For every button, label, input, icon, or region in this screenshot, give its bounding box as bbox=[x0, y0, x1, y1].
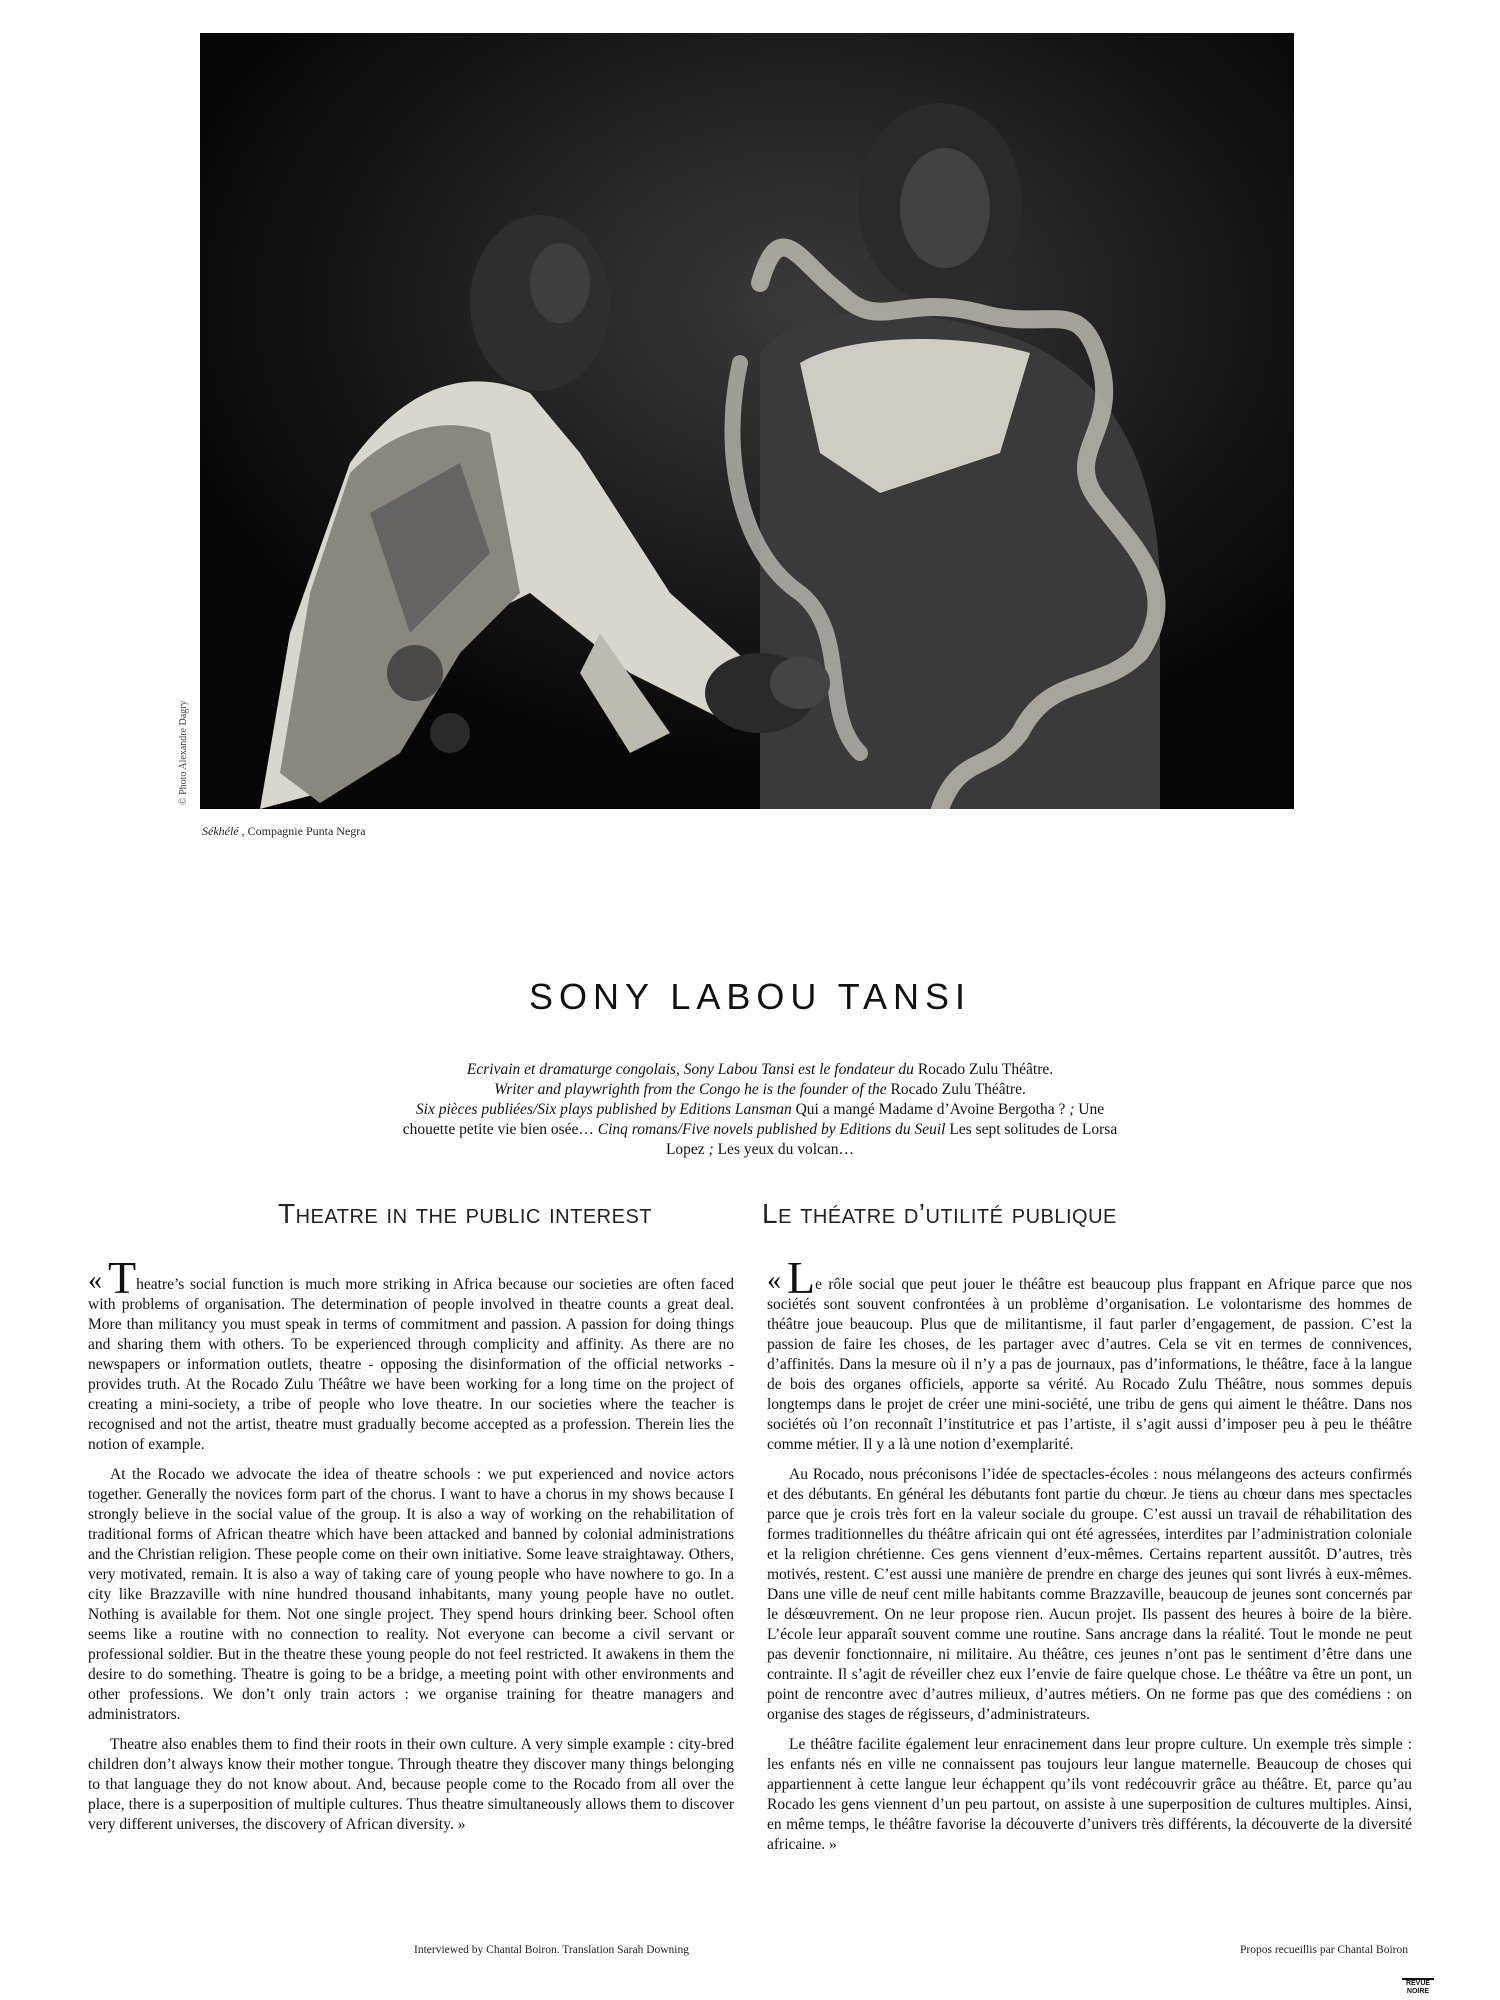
english-paragraph-3: Theatre also enables them to find their roots in their own culture. A very simple example : city-bred children don’t always know their mother tongue. Through theatre they discover many things belonging to that language they do not know about. And, because people come to the Rocado from all over the place, there is a superposition of multiple cultures. Thus theatre simultaneously allows them to discover very different universes, the discovery of African diversity. » bbox=[88, 1736, 734, 1833]
french-drop-cap: L bbox=[787, 1252, 816, 1303]
logo-line-1: REVUE bbox=[1405, 1980, 1431, 1987]
english-signature: Interviewed by Chantal Boiron. Translation Sarah Downing bbox=[414, 1944, 690, 1956]
french-paragraph-3: Le théâtre facilite également leur enracinement dans leur propre culture. Un exemple très simple : les enfants nés en ville ne connaissent pas toujours leur langue maternelle. Beaucoup de choses qui appartiennent à cette langue leur échappent qu’ils vont redécouvrir grâce au théâtre. Et, parce qu’au Rocado les gens viennent d’un peu partout, on assiste à une superposition de cultures multiples. Ainsi, en même temps, le théâtre favorise la découverte d’univers très différents, la découverte de la diversité africaine. » bbox=[767, 1736, 1412, 1853]
bio-line-3a: Six pièces publiées/Six plays published by Editions Lansman bbox=[415, 1101, 792, 1118]
bio-line-2a: Writer and playwrighth from the Congo he is the founder of the bbox=[494, 1081, 887, 1098]
english-heading: Theatre in the public interest bbox=[278, 1198, 653, 1229]
caption-company: , Compagnie Punta Negra bbox=[238, 824, 366, 838]
french-paragraph-1 bbox=[767, 1252, 1412, 1455]
english-drop-cap: T bbox=[108, 1252, 137, 1303]
french-open-quote: « bbox=[767, 1265, 781, 1296]
english-open-quote: « bbox=[88, 1265, 102, 1296]
revue-noire-logo bbox=[1402, 1978, 1434, 2000]
bio-line-4d: Les yeux du volcan… bbox=[717, 1141, 855, 1158]
french-p1-text: e rôle social que peut jouer le théâtre est beaucoup plus frappant en Afrique parce que nos sociétés sont souvent confrontées à un problème d’organisation. Le volontarisme des hommes de théâtre joue beaucoup. Plus que de militantisme, il faut parler d’engagement, de passion. C’est la passion de faire les choses, de les partager avec d’autres. Cela se vit en termes de connivences, d’affinités. Dans la mesure où il n’y a pas de journaux, pas d’informations, le théâtre, face à la langue de bois des organes officiels, apporte sa vérité. Au Rocado Zulu Théâtre, nous sommes depuis longtemps dans le projet de créer une mini-société, une tribu de gens qui aiment le théâtre. Dans nos sociétés où l’on reconnaît l’institutrice et pas l’artiste, il s’agit aussi d’imposer peu à peu le théâtre comme métier. Il y a là une notion d’exemplarité. bbox=[767, 1276, 1412, 1453]
french-signature: Propos recueillis par Chantal Boiron bbox=[1240, 1944, 1408, 1956]
logo-line-2: NOIRE bbox=[1406, 1988, 1430, 1995]
page-title: SONY LABOU TANSI bbox=[528, 976, 972, 1017]
author-bio bbox=[400, 1060, 1120, 1160]
theatre-photo bbox=[200, 33, 1294, 809]
bio-line-3b: Qui a mangé Madame d’Avoine Bergotha ? bbox=[791, 1101, 1070, 1118]
english-p1-text: heatre’s social function is much more striking in Africa because our societies are often faced with problems of organisation. The determination of people involved in theatre counts a great deal. More than militancy you must speak in terms of commitment and passion. A passion for doing things and sharing them with others. To be experienced through complicity and affinity. As there are no newspapers or information outlets, theatre - opposing the disinformation of the official networks - provides truth. At the Rocado Zulu Théâtre we have been working for a long time on the project of creating a mini-society, a tribe of people who love theatre. In our societies where the teacher is recognised and not the artist, theatre must gradually become accepted as a profession. Therein lies the notion of example. bbox=[88, 1276, 734, 1453]
bio-line-3c: ; bbox=[1069, 1101, 1079, 1118]
photo-caption bbox=[202, 824, 366, 839]
bio-line-4a: Cinq romans/Five novels published by Editions du Seuil bbox=[597, 1121, 946, 1138]
caption-title: Sékhélé bbox=[202, 824, 239, 838]
french-column bbox=[767, 1252, 1412, 1865]
english-paragraph-2: At the Rocado we advocate the idea of theatre schools : we put experienced and novice actors together. Generally the novices form part of the chorus. I want to have a chorus in my shows because I strongly believe in the social value of the group. It is also a way of working on the rehabilitation of traditional forms of African theatre which have been attacked and banned by colonial administrations and the Christian religion. These people come on their own initiative. Some leave straightaway. Others, very motivated, remain. It is also a way of taking care of young people who have nowhere to go. In a city like Brazzaville with nine hundred thousand inhabitants, many young people have no outlet. Nothing is available for them. Not one single project. They spend hours drinking beer. School often seems like a routine with no connection to reality. Not everyone can become a civil servant or professional soldier. But in the theatre these young people do not feel restricted. It awakens in them the desire to do something. Theatre is going to be a bridge, a meeting point with other environments and other professions. We don’t only train actors : we organise training for theatre managers and administrators. bbox=[88, 1466, 734, 1723]
bio-line-3d: Une chouette petite vie bien osée… bbox=[402, 1101, 1105, 1138]
english-column bbox=[88, 1252, 734, 1845]
photo-credit: © Photo Alexandre Dagry bbox=[178, 700, 189, 805]
bio-line-2b: Rocado Zulu Théâtre. bbox=[886, 1081, 1026, 1098]
bio-line-4b: Les sept solitudes de Lorsa Lopez bbox=[665, 1121, 1118, 1158]
bio-line-4c: ; bbox=[708, 1141, 718, 1158]
english-paragraph-1 bbox=[88, 1252, 734, 1455]
french-heading: Le théatre d’utilité publique bbox=[762, 1198, 1117, 1229]
french-paragraph-2: Au Rocado, nous préconisons l’idée de spectacles-écoles : nous mélangeons des acteurs confirmés et des débutants. En général les débutants font partie du chœur. Je tiens au chœur dans mes spectacles parce que je crois très fort en la valeur sociale du groupe. C’est aussi un travail de réhabilitation des formes traditionnelles du théâtre africain qui ont été agressées, interdites par l’administration coloniale et la religion chrétienne. Ces gens viennent d’eux-mêmes. Certains repartent aussitôt. D’autres, très motivés, restent. C’est aussi une manière de prendre en charge des jeunes qui sont livrés à eux-mêmes. Dans une ville de neuf cent mille habitants comme Brazzaville, beaucoup de jeunes sont concernés par le désœuvrement. On ne leur propose rien. Aucun projet. Ils passent des heures à boire de la bière. L’école leur apparaît souvent comme une routine. Sans ancrage dans la réalité. Tout le monde ne peut pas devenir fonctionnaire, ni militaire. Au théâtre, ces jeunes n’ont pas le sentiment d’être dans une contrainte. Il s’agit de réveiller chez eux l’envie de faire quelque chose. Le théâtre va être un pont, un point de rencontre avec d’autres milieux, d’autres métiers. On ne forme pas que des comédiens : on organise des stages de régisseurs, d’administrateurs. bbox=[767, 1466, 1412, 1723]
photo-illustration bbox=[200, 33, 1294, 809]
bio-line-1a: Ecrivain et dramaturge congolais, Sony Labou Tansi est le fondateur du bbox=[466, 1061, 914, 1078]
bio-line-1b: Rocado Zulu Théâtre. bbox=[913, 1061, 1054, 1078]
